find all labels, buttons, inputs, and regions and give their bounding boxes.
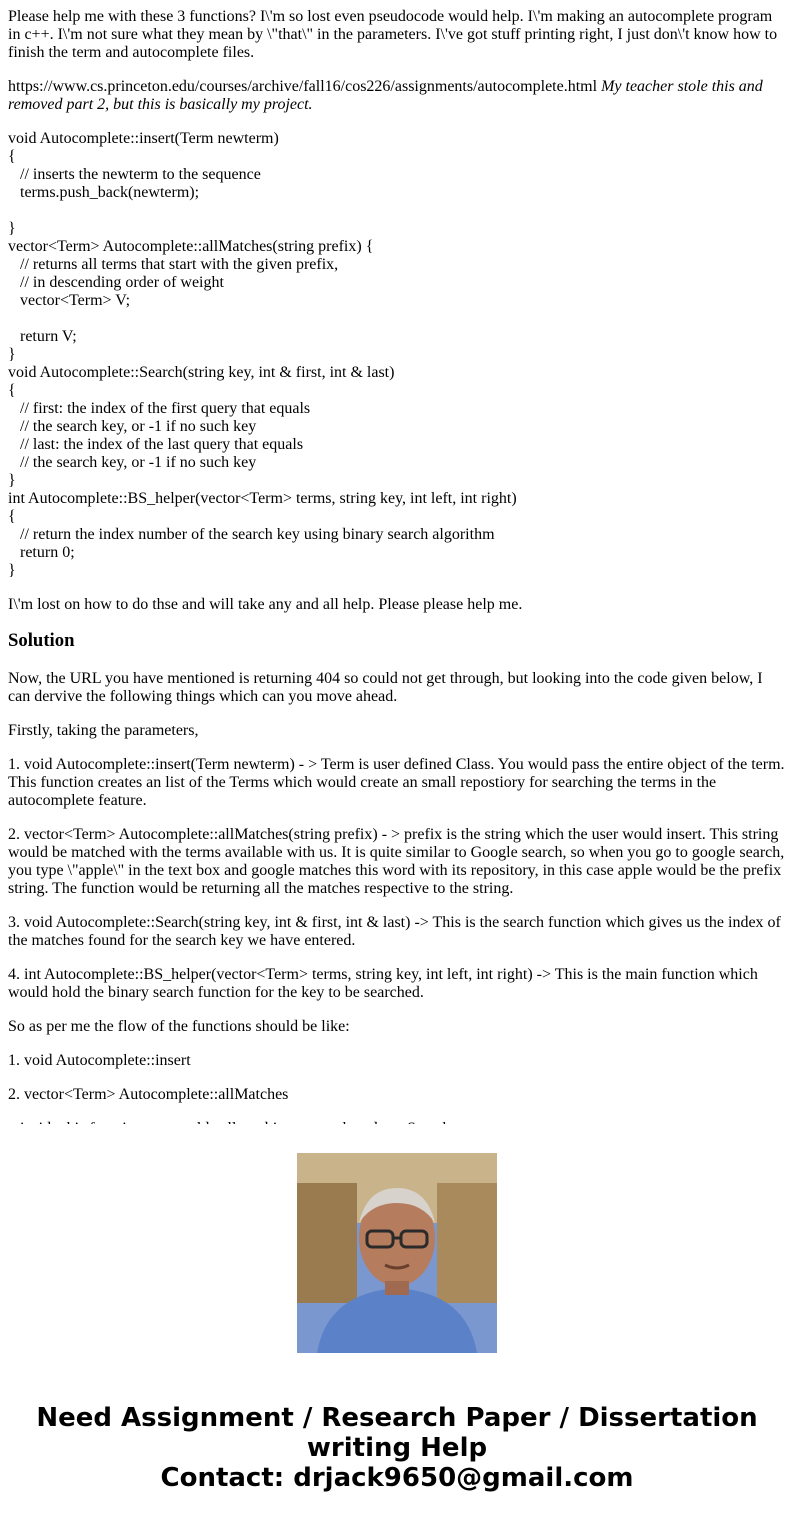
solution-paragraph: Now, the URL you have mentioned is returning 404 so could not get through, but looking into the code given below, I can dervive the following things which can you move ahead.	[8, 670, 763, 705]
solution-paragraph: So as per me the flow of the functions should be like:	[8, 1018, 350, 1035]
code-line: {	[8, 382, 16, 399]
solution-paragraph: 3. void Autocomplete::Search(string key, int & first, int & last) -> This is the search function which gives us the index of the matches found for the search key we have entered.	[8, 914, 781, 949]
code-line: // inserts the newterm to the sequence	[8, 166, 261, 183]
code-line: }	[8, 472, 16, 489]
banner-contact[interactable]: Contact: drjack9650@gmail.com	[160, 1463, 634, 1493]
tutor-avatar	[297, 1153, 497, 1353]
code-line: // the search key, or -1 if no such key	[8, 418, 257, 435]
solution-body	[8, 670, 786, 1138]
code-line	[8, 310, 786, 328]
tutor-portrait-icon	[297, 1153, 497, 1353]
code-line: terms.push_back(newterm);	[8, 184, 200, 201]
solution-paragraph: 1. void Autocomplete::insert(Term newterm) - > Term is user defined Class. You would pass the entire object of the term. This function creates an list of the Terms which would create an small repostiory for searching the terms in the autocomplete feature.	[8, 756, 785, 809]
solution-heading: Solution	[8, 630, 75, 651]
code-line: return 0;	[8, 544, 75, 561]
code-line: // the search key, or -1 if no such key	[8, 454, 257, 471]
code-block	[8, 130, 786, 580]
code-line: // in descending order of weight	[8, 274, 224, 291]
code-line: // first: the index of the first query that equals	[8, 400, 311, 417]
code-line: }	[8, 562, 16, 579]
banner-line-1: Need Assignment / Research Paper / Dissertation	[36, 1403, 758, 1433]
code-line: void Autocomplete::Search(string key, int & first, int & last)	[8, 364, 395, 381]
code-line: {	[8, 148, 16, 165]
page-content	[8, 0, 786, 1124]
solution-paragraph: 4. int Autocomplete::BS_helper(vector<Term> terms, string key, int left, int right) -> This is the main function which would hold the binary search function for the key to be searched.	[8, 966, 758, 1001]
question-intro: Please help me with these 3 functions? I\'m so lost even pseudocode would help. I\'m making an autocomplete program in c++. I\'m not sure what they mean by \"that\" in the parameters. I\'ve got stuff printing right, I just don\'t know how to finish the term and autocomplete files.	[8, 8, 778, 61]
code-line: }	[8, 220, 16, 237]
solution-paragraph: 2. vector<Term> Autocomplete::allMatches(string prefix) - > prefix is the string which the user would insert. This string would be matched with the terms available with us. It is quite similar to Google search, so when you go to google search, you type \"apple\" in the text box and google matches this word with its repository, in this case apple would be the prefix string. The function would be returning all the matches respective to the string.	[8, 826, 785, 897]
question-source	[8, 78, 786, 114]
help-advertisement	[0, 1124, 794, 1523]
question-closing: I\'m lost on how to do thse and will take any and all help. Please please help me.	[8, 596, 523, 613]
banner-line-2: writing Help	[306, 1433, 488, 1463]
code-line: }	[8, 346, 16, 363]
contact-banner	[0, 1403, 794, 1493]
solution-paragraph: 1. void Autocomplete::insert	[8, 1052, 191, 1069]
code-line	[8, 202, 786, 220]
code-line: vector<Term> Autocomplete::allMatches(string prefix) {	[8, 238, 374, 255]
solution-paragraph: Firstly, taking the parameters,	[8, 722, 199, 739]
code-line: return V;	[8, 328, 77, 345]
assignment-link[interactable]: https://www.cs.princeton.edu/courses/archive/fall16/cos226/assignments/autocomplete.html	[8, 78, 598, 95]
question-note: My teacher stole this and removed part 2, but this is basically my project.	[8, 78, 763, 113]
code-line: // return the index number of the search key using binary search algorithm	[8, 526, 495, 543]
code-line: {	[8, 508, 16, 525]
code-line: void Autocomplete::insert(Term newterm)	[8, 130, 279, 147]
code-line: // returns all terms that start with the given prefix,	[8, 256, 339, 273]
code-line: // last: the index of the last query that equals	[8, 436, 304, 453]
code-line: vector<Term> V;	[8, 292, 131, 309]
code-line: int Autocomplete::BS_helper(vector<Term> terms, string key, int left, int right)	[8, 490, 517, 507]
solution-paragraph: 2. vector<Term> Autocomplete::allMatches	[8, 1086, 289, 1103]
